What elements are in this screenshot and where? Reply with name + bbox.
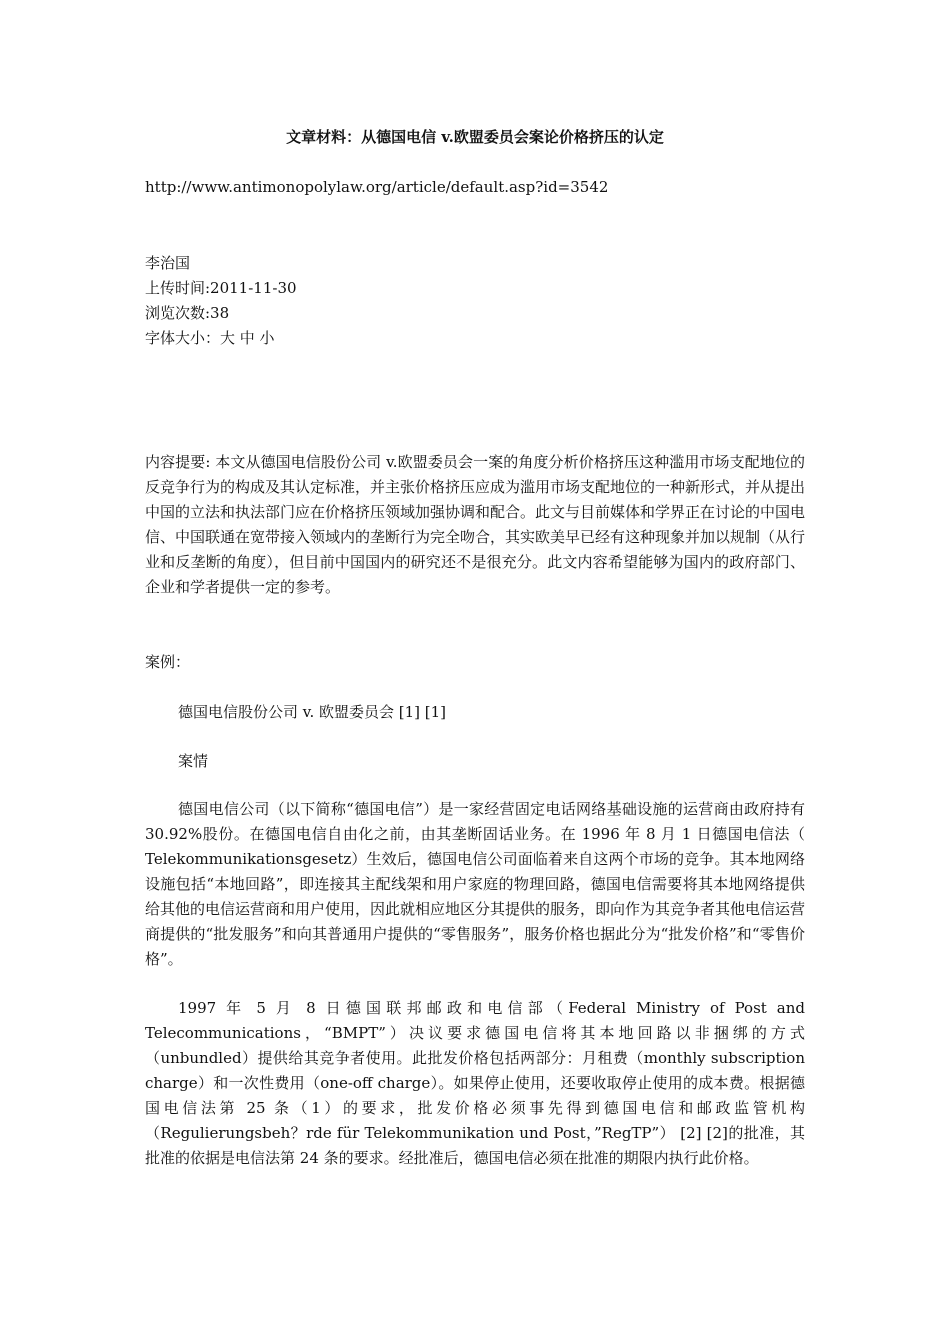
abstract-paragraph: 内容提要: 本文从德国电信股份公司 v.欧盟委员会一案的角度分析价格挤压这种滥用市场支配地位的反竞争行为的构成及其认定标准，并主张价格挤压应成为滥用市场支配地位的一种新形式，并从提出中国的立法和执法部门应在价格挤压领域加强协调和配合。此文与目前媒体和学界正在讨论的中国电信、中国联通在宽带接入领域内的垄断行为完全吻合，其实欧美早已经有这种现象并加以规制（从行业和反垄断的角度），但目前中国国内的研究还不是很充分。此文内容希望能够为国内的政府部门、企业和学者提供一定的参考。 <box>145 453 806 596</box>
case-label: 案例： <box>145 653 191 671</box>
view-count: 浏览次数:38 <box>145 304 230 322</box>
body-paragraph-1: 德国电信公司（以下简称“德国电信”）是一家经营固定电话网络基础设施的运营商由政府持有30.92%股份。在德国电信自由化之前，由其垄断固话业务。在 1996 年 8 月 1 日德国电信法（ Telekommunikationsgesetz）生效后，德国电信公司面临着来自这两个市场的竞争。其本地网络设施包括“本地回路”，即连接其主配线架和用户家庭的物理回路，德国电信需要将其本地网络提供给其他的电信运营商和用户使用，因此就相应地区分其提供的服务，即向作为其竞争者其他电信运营商提供的“批发服务”和向其普通用户提供的“零售服务”，服务价格也据此分为“批发价格”和“零售价格”。 <box>145 800 806 968</box>
document-title: 文章材料：从德国电信 v.欧盟委员会案论价格挤压的认定 <box>286 128 664 146</box>
font-size-label: 字体大小：大 中 小 <box>145 329 275 347</box>
case-name: 德国电信股份公司 v. 欧盟委员会 [1] [1] <box>178 703 447 721</box>
upload-time: 上传时间:2011-11-30 <box>145 279 297 297</box>
source-url: http://www.antimonopolylaw.org/article/default.asp?id=3542 <box>145 178 609 196</box>
author-name: 李治国 <box>145 254 191 272</box>
body-paragraph-2: 1997 年 5 月 8 日德国联邦邮政和电信部（Federal Ministry of Post and Telecommunications，“BMPT”）决议要求德国电信将其本地回路以非捆绑的方式（unbundled）提供给其竞争者使用。此批发价格包括两部分：月租费（monthly subscription charge）和一次性费用（one-off charge）。如果停止使用，还要收取停止使用的成本费。根据德国电信法第 25 条（1）的要求，批发价格必须事先得到德国电信和邮政监管机构（Regulierungsbeh？rde für Telekommunikation und Post，”RegTP”） [2] [2]的批准，其批准的依据是电信法第 24 条的要求。经批准后，德国电信必须在批准的期限内执行此价格。 <box>145 999 805 1167</box>
facts-heading: 案情 <box>178 752 209 770</box>
